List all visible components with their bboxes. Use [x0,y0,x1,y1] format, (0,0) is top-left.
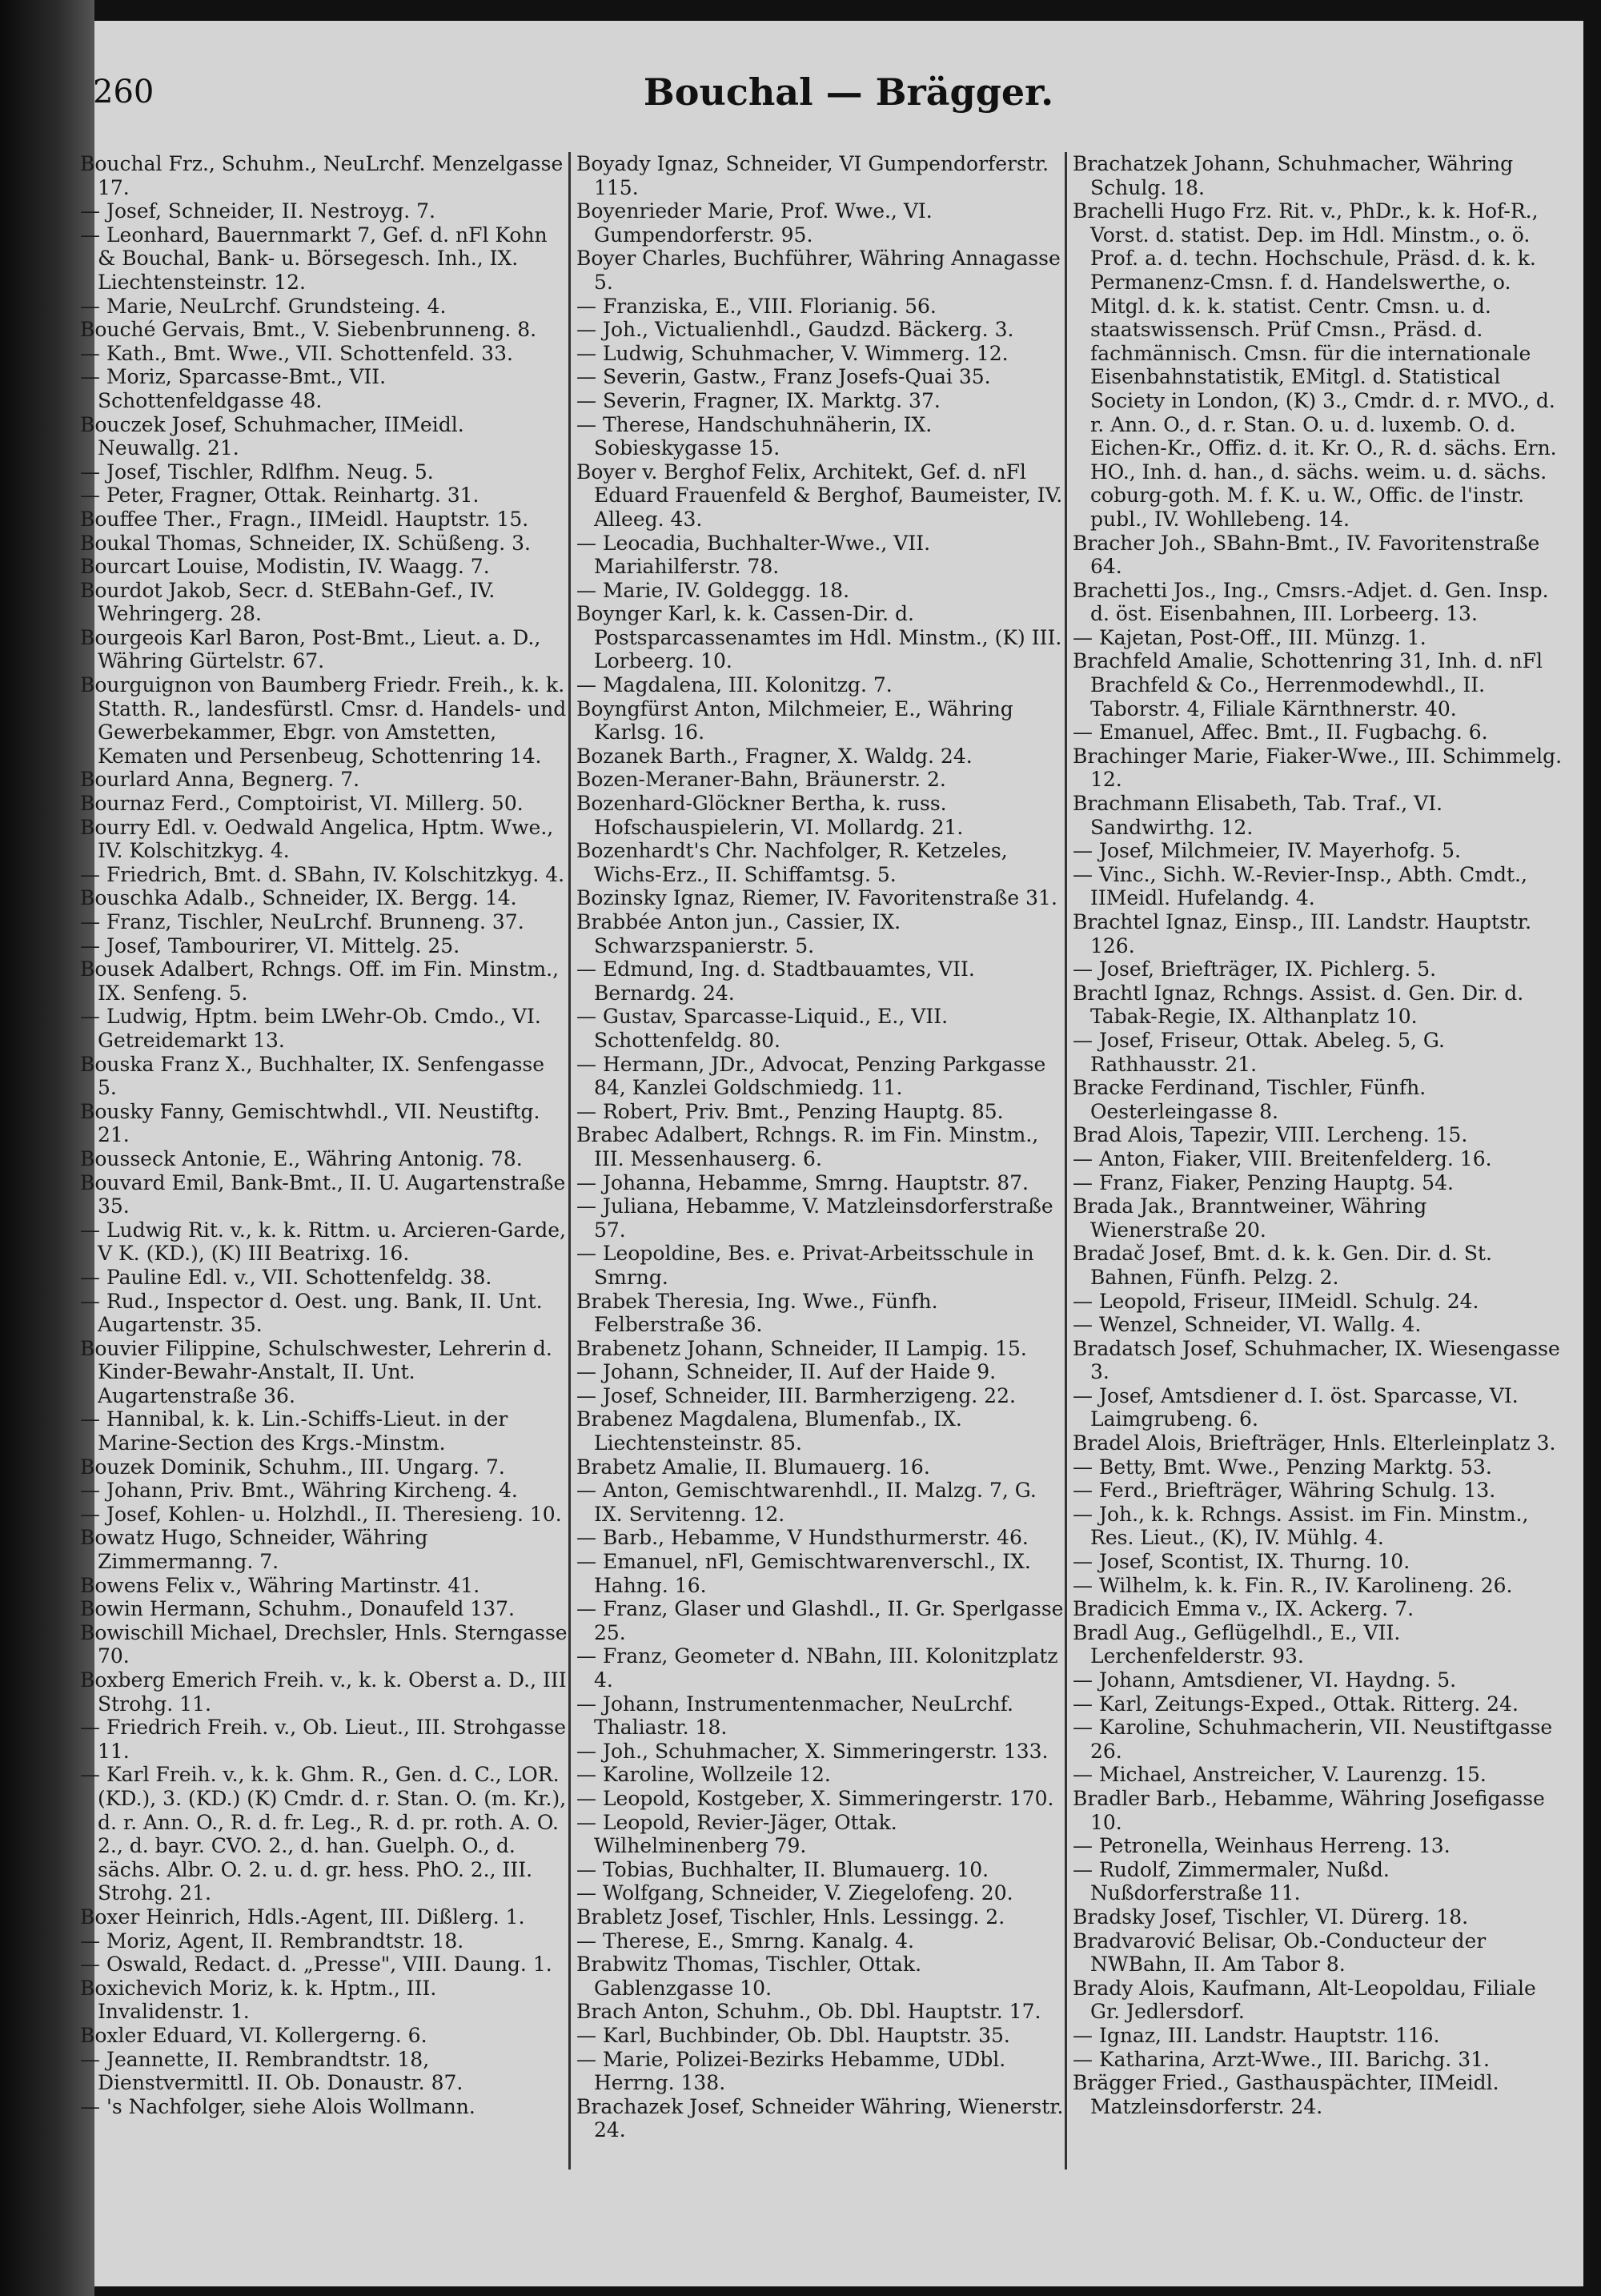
directory-entry: Bradvarović Belisar, Ob.-Conducteur der NWBahn, II. Am Tabor 8. [1073,1929,1487,1977]
directory-entry: Bozinsky Ignaz, Riemer, IV. Favoritenstraße 31. [576,886,1057,910]
directory-entry: — Anton, Fiaker, VIII. Breitenfelderg. 16. [1073,1146,1492,1170]
directory-entry: — Emanuel, nFl, Gemischtwarenverschl., IX. Hahng. 16. [576,1550,1031,1597]
directory-entry: — Joh., Victualienhdl., Gaudzd. Bäckerg. 3. [576,318,1014,342]
directory-entry: — Rudolf, Zimmermaler, Nußd. Nußdorferstraße 11. [1073,1857,1390,1905]
directory-entry: Brachazek Josef, Schneider Währing, Wienerstr. 24. [576,2094,1064,2142]
directory-entry: — Karoline, Wollzeile 12. [576,1763,831,1787]
directory-entry: Bourcart Louise, Modistin, IV. Waagg. 7. [80,555,490,579]
directory-entry: Bourguignon von Baumberg Friedr. Freih., k. k. Statth. R., landesfürstl. Cmsr. d. Handels- und Gewerbekammer, Ebgr. von Amstetten, Kematen und Persenbeug, Schottenring 14. [80,673,567,768]
directory-entry: Bouchal Frz., Schuhm., NeuLrchf. Menzelgasse 17. [80,152,564,199]
directory-entry: Bousky Fanny, Gemischtwhdl., VII. Neustiftg. 21. [80,1099,540,1147]
directory-entry: — Petronella, Weinhaus Herreng. 13. [1073,1834,1451,1858]
directory-entry: — Robert, Priv. Bmt., Penzing Hauptg. 85. [576,1099,1004,1123]
directory-entry: — Moriz, Agent, II. Rembrandtstr. 18. [80,1929,464,1953]
directory-entry: Brabetz Amalie, II. Blumauerg. 16. [576,1455,930,1479]
directory-entry: Bracke Ferdinand, Tischler, Fünfh. Oesterleingasse 8. [1073,1076,1426,1123]
directory-entry: Bousseck Antonie, E., Währing Antonig. 78. [80,1146,523,1170]
directory-entry: — Josef, Milchmeier, IV. Mayerhofg. 5. [1073,839,1461,863]
directory-entry: — Hannibal, k. k. Lin.-Schiffs-Lieut. in der Marine-Section des Krgs.-Minstm. [80,1407,508,1455]
directory-entry: — Ludwig, Hptm. beim LWehr-Ob. Cmdo., VI. Getreidemarkt 13. [80,1005,541,1052]
directory-entry: Boyenrieder Marie, Prof. Wwe., VI. Gumpendorferstr. 95. [576,199,933,247]
directory-entry: — Severin, Fragner, IX. Marktg. 37. [576,388,941,412]
directory-entry: Boxler Eduard, VI. Kollergerng. 6. [80,2023,427,2047]
directory-entry: Bouvier Filippine, Schulschwester, Lehrerin d. Kinder-Bewahr-Anstalt, II. Unt. Augartenstraße 36. [80,1336,552,1407]
directory-entry: — Franz, Geometer d. NBahn, III. Kolonitzplatz 4. [576,1644,1058,1692]
directory-entry: Brabenetz Johann, Schneider, II Lampig. 15. [576,1336,1027,1360]
directory-entry: Boyer Charles, Buchführer, Währing Annagasse 5. [576,247,1061,294]
directory-entry: — Edmund, Ing. d. Stadtbauamtes, VII. Bernardg. 24. [576,957,975,1005]
directory-entry: Bouska Franz X., Buchhalter, IX. Senfengasse 5. [80,1052,545,1100]
directory-entry: — Peter, Fragner, Ottak. Reinhartg. 31. [80,484,479,508]
directory-entry: Brachtl Ignaz, Rchngs. Assist. d. Gen. Dir. d. Tabak-Regie, IX. Althanplatz 10. [1073,981,1524,1029]
directory-entry: — Josef, Amtsdiener d. I. öst. Sparcasse, VI. Laimgrubeng. 6. [1073,1383,1519,1431]
directory-entry: Bouché Gervais, Bmt., V. Siebenbrunneng. 8. [80,318,537,342]
directory-entry: — Leopold, Kostgeber, X. Simmeringerstr. 170. [576,1786,1054,1810]
directory-entry: Bozenhardt's Chr. Nachfolger, R. Ketzeles, Wichs-Erz., II. Schiffamtsg. 5. [576,839,1008,886]
directory-entry: Brabenez Magdalena, Blumenfab., IX. Liechtensteinstr. 85. [576,1407,962,1455]
directory-entry: Boukal Thomas, Schneider, IX. Schüßeng. 3. [80,531,531,555]
directory-entry: — Franz, Fiaker, Penzing Hauptg. 54. [1073,1170,1454,1194]
directory-entry: — Rud., Inspector d. Oest. ung. Bank, II. Unt. Augartenstr. 35. [80,1289,543,1337]
directory-entry: — Michael, Anstreicher, V. Laurenzg. 15. [1073,1763,1487,1787]
directory-entry: — Wilhelm, k. k. Fin. R., IV. Karolineng. 26. [1073,1573,1513,1597]
directory-entry: — Leopold, Friseur, IIMeidl. Schulg. 24. [1073,1289,1479,1313]
directory-entry: Brabek Theresia, Ing. Wwe., Fünfh. Felberstraße 36. [576,1289,938,1337]
directory-entry: — Juliana, Hebamme, V. Matzleinsdorferstraße 57. [576,1194,1053,1242]
directory-entry: Bradel Alois, Briefträger, Hnls. Elterleinplatz 3. [1073,1431,1556,1455]
page-number: 260 [93,74,154,110]
directory-entry: — Ludwig, Schuhmacher, V. Wimmerg. 12. [576,341,1009,365]
directory-entry: — Emanuel, Affec. Bmt., II. Fugbachg. 6. [1073,721,1488,745]
directory-entry: — Karl Freih. v., k. k. Ghm. R., Gen. d. C., LOR. (KD.), 3. (KD.) (K) Cmdr. d. r. Stan. O. (m. Kr.), d. r. Ann. O., R. d. fr. Leg., R. d. pr. roth. A. O. 2., d. bayr. CVO. 2., d. han. Guelph. O., d. sächs. Albr. O. 2. u. d. gr. hess. PhO. 2., III. Strohg. 21. [80,1763,567,1905]
directory-entry: Brady Alois, Kaufmann, Alt-Leopoldau, Filiale Gr. Jedlersdorf. [1073,1976,1536,2024]
directory-entry: — Karl, Buchbinder, Ob. Dbl. Hauptstr. 35. [576,2023,1010,2047]
directory-entry: Bouffee Ther., Fragn., IIMeidl. Hauptstr. 15. [80,507,529,531]
directory-entry: — Marie, IV. Goldeggg. 18. [576,578,850,602]
directory-entry: — 's Nachfolger, siehe Alois Wollmann. [80,2094,475,2118]
directory-entry: Bradač Josef, Bmt. d. k. k. Gen. Dir. d. St. Bahnen, Fünfh. Pelzg. 2. [1073,1242,1492,1289]
directory-entry: Boxichevich Moriz, k. k. Hptm., III. Invalidenstr. 1. [80,1976,437,2024]
directory-entry: — Josef, Kohlen- u. Holzhdl., II. Theresieng. 10. [80,1502,562,1526]
directory-entry: — Pauline Edl. v., VII. Schottenfeldg. 38. [80,1265,492,1289]
directory-entry: — Franziska, E., VIII. Florianig. 56. [576,294,937,318]
directory-entry: — Magdalena, III. Kolonitzg. 7. [576,673,893,697]
directory-entry: — Jeannette, II. Rembrandtstr. 18, Dienstvermittl. II. Ob. Donaustr. 87. [80,2047,463,2095]
directory-entry: Bowischill Michael, Drechsler, Hnls. Sterngasse 70. [80,1620,568,1668]
directory-entry: — Therese, E., Smrng. Kanalg. 4. [576,1929,914,1953]
directory-entry: Bowens Felix v., Währing Martinstr. 41. [80,1573,480,1597]
directory-entry: Bournaz Ferd., Comptoirist, VI. Millerg. 50. [80,792,524,816]
directory-entry: — Josef, Tischler, Rdlfhm. Neug. 5. [80,460,434,484]
directory-entry: Bozenhard-Glöckner Bertha, k. russ. Hofschauspielerin, VI. Mollardg. 21. [576,792,964,839]
directory-entry: — Therese, Handschuhnäherin, IX. Sobieskygasse 15. [576,412,933,460]
directory-entry: Bourry Edl. v. Oedwald Angelica, Hptm. Wwe., IV. Kolschitzkyg. 4. [80,815,554,863]
directory-entry: — Oswald, Redact. d. „Presse", VIII. Daung. 1. [80,1953,552,1977]
directory-entry: — Marie, Polizei-Bezirks Hebamme, UDbl. Herrng. 138. [576,2047,1006,2095]
directory-entry: Brachatzek Johann, Schuhmacher, Währing Schulg. 18. [1073,152,1514,199]
directory-entry: Bouczek Josef, Schuhmacher, IIMeidl. Neuwallg. 21. [80,412,464,460]
running-head: Bouchal — Brägger. [643,70,1054,114]
directory-entry: — Josef, Schneider, III. Barmherzigeng. 22. [576,1383,1016,1407]
directory-entry: — Friedrich Freih. v., Ob. Lieut., III. Strohgasse 11. [80,1716,567,1763]
directory-entry: Bourlard Anna, Begnerg. 7. [80,768,360,792]
directory-entry: — Johann, Amtsdiener, VI. Haydng. 5. [1073,1668,1457,1692]
directory-entry: — Ludwig Rit. v., k. k. Rittm. u. Arcieren-Garde, V K. (KD.), (K) III Beatrixg. 16. [80,1218,567,1266]
directory-entry: Bradsky Josef, Tischler, VI. Dürerg. 18. [1073,1905,1469,1929]
directory-entry: Boyady Ignaz, Schneider, VI Gumpendorferstr. 115. [576,152,1049,199]
directory-entry: Brada Jak., Branntweiner, Währing Wienerstraße 20. [1073,1194,1427,1242]
directory-entry: — Franz, Glaser und Glashdl., II. Gr. Sperlgasse 25. [576,1597,1064,1644]
directory-entry: Brabwitz Thomas, Tischler, Ottak. Gablenzgasse 10. [576,1953,922,2000]
directory-entry: Bourgeois Karl Baron, Post-Bmt., Lieut. a. D., Währing Gürtelstr. 67. [80,625,541,673]
directory-entry: Brabec Adalbert, Rchngs. R. im Fin. Minstm., III. Messenhauserg. 6. [576,1123,1039,1170]
directory-entry: — Kajetan, Post-Off., III. Münzg. 1. [1073,625,1426,649]
directory-entry: Bouschka Adalb., Schneider, IX. Bergg. 14. [80,886,517,910]
directory-entry: Brachetti Jos., Ing., Cmsrs.-Adjet. d. Gen. Insp. d. öst. Eisenbahnen, III. Lorbeerg. 13. [1073,578,1549,626]
column-rule-2 [1065,152,1067,2170]
directory-entry: — Ignaz, III. Landstr. Hauptstr. 116. [1073,2023,1440,2047]
column-1 [80,152,568,2242]
directory-entry: — Karl, Zeitungs-Exped., Ottak. Ritterg. 24. [1073,1692,1519,1716]
directory-entry: Bourdot Jakob, Secr. d. StEBahn-Gef., IV. Wehringerg. 28. [80,578,496,626]
directory-entry: — Karoline, Schuhmacherin, VII. Neustiftgasse 26. [1073,1716,1553,1763]
directory-entry: — Wenzel, Schneider, VI. Wallg. 4. [1073,1313,1422,1337]
directory-entry: Bradl Aug., Geflügelhdl., E., VII. Lerchenfelderstr. 93. [1073,1620,1401,1668]
directory-entry: Brabletz Josef, Tischler, Hnls. Lessingg. 2. [576,1905,1005,1929]
column-3 [1073,152,1565,2242]
directory-entry: — Josef, Friseur, Ottak. Abeleg. 5, G. Rathhausstr. 21. [1073,1028,1445,1076]
directory-entry: — Josef, Scontist, IX. Thurng. 10. [1073,1550,1410,1574]
directory-entry: — Leonhard, Bauernmarkt 7, Gef. d. nFl Kohn & Bouchal, Bank- u. Börsegesch. Inh., IX. Liechtensteinstr. 12. [80,223,548,294]
directory-entry: Bousek Adalbert, Rchngs. Off. im Fin. Minstm., IX. Senfeng. 5. [80,957,560,1005]
directory-entry: — Leocadia, Buchhalter-Wwe., VII. Mariahilferstr. 78. [576,531,931,579]
directory-entry: — Friedrich, Bmt. d. SBahn, IV. Kolschitzkyg. 4. [80,862,565,886]
column-rule-1 [568,152,571,2170]
directory-entry: Boyngfürst Anton, Milchmeier, E., Währing Karlsg. 16. [576,696,1013,745]
directory-entry: Bracher Joh., SBahn-Bmt., IV. Favoritenstraße 64. [1073,531,1540,579]
directory-entry: — Betty, Bmt. Wwe., Penzing Marktg. 53. [1073,1455,1492,1479]
directory-entry: Bowin Hermann, Schuhm., Donaufeld 137. [80,1597,515,1621]
directory-entry: Brägger Fried., Gasthauspächter, IIMeidl. Matzleinsdorferstr. 24. [1073,2071,1499,2118]
directory-entry: — Moriz, Sparcasse-Bmt., VII. Schottenfeldgasse 48. [80,365,387,412]
directory-entry: — Joh., Schuhmacher, X. Simmeringerstr. 133. [576,1739,1049,1763]
directory-entry: Boyer v. Berghof Felix, Architekt, Gef. d. nFl Eduard Frauenfeld & Berghof, Baumeister, IV. Alleeg. 43. [576,460,1063,531]
directory-entry: — Josef, Tambourirer, VI. Mittelg. 25. [80,933,460,957]
directory-entry: — Leopoldine, Bes. e. Privat-Arbeitsschule in Smrng. [576,1242,1034,1289]
directory-entry: — Hermann, JDr., Advocat, Penzing Parkgasse 84, Kanzlei Goldschmiedg. 11. [576,1052,1046,1100]
directory-entry: — Ferd., Briefträger, Währing Schulg. 13. [1073,1479,1496,1503]
directory-entry: — Johanna, Hebamme, Smrng. Hauptstr. 87. [576,1170,1029,1194]
directory-entry: Brachmann Elisabeth, Tab. Traf., VI. Sandwirthg. 12. [1073,792,1443,839]
directory-entry: — Vinc., Sichh. W.-Revier-Insp., Abth. Cmdt., IIMeidl. Hufelandg. 4. [1073,862,1527,910]
directory-entry: — Joh., k. k. Rchngs. Assist. im Fin. Minstm., Res. Lieut., (K), IV. Mühlg. 4. [1073,1502,1529,1550]
directory-entry: Brach Anton, Schuhm., Ob. Dbl. Hauptstr. 17. [576,2000,1041,2024]
column-2 [576,152,1065,2242]
directory-entry: Brabbée Anton jun., Cassier, IX. Schwarzspanierstr. 5. [576,910,901,957]
directory-entry: Bradicich Emma v., IX. Ackerg. 7. [1073,1597,1414,1621]
directory-entry: Bowatz Hugo, Schneider, Währing Zimmermanng. 7. [80,1526,428,1574]
directory-entry: — Johann, Priv. Bmt., Währing Kircheng. 4. [80,1479,518,1503]
directory-entry: — Kath., Bmt. Wwe., VII. Schottenfeld. 33. [80,341,513,365]
directory-entry: Boxberg Emerich Freih. v., k. k. Oberst a. D., III Strohg. 11. [80,1668,567,1716]
directory-entry: — Johann, Schneider, II. Auf der Haide 9. [576,1360,997,1384]
directory-entry: — Anton, Gemischtwarenhdl., II. Malzg. 7, G. IX. Servitenng. 12. [576,1479,1037,1526]
directory-entry: — Barb., Hebamme, V Hundsthurmerstr. 46. [576,1526,1029,1550]
directory-entry: — Franz, Tischler, NeuLrchf. Brunneng. 37. [80,910,524,933]
directory-entry: Bozanek Barth., Fragner, X. Waldg. 24. [576,744,973,768]
directory-entry: Brachfeld Amalie, Schottenring 31, Inh. d. nFl Brachfeld & Co., Herrenmodewhdl., II. Taborstr. 4, Filiale Kärnthnerstr. 40. [1073,649,1543,721]
directory-entry: Bradatsch Josef, Schuhmacher, IX. Wiesengasse 3. [1073,1336,1560,1384]
directory-entry: Brachelli Hugo Frz. Rit. v., PhDr., k. k. Hof-R., Vorst. d. statist. Dep. im Hdl. Minstm., o. ö. Prof. a. d. techn. Hochschule, Präsd. d. k. k. Permanenz-Cmsn. f. d. Handelswerthe, o. Mitgl. d. k. k. statist. Centr. Cmsn. u. d. staatswissensch. Prüf Cmsn., Präsd. d. fachmännisch. Cmsn. für die internationale Eisenbahnstatistik, EMitgl. d. Statistical Society in London, (K) 3., Cmdr. d. r. MVO., d. r. Ann. O., d. r. Stan. O. u. d. luxemb. O. d. Eichen-Kr., Offiz. d. it. Kr. O., R. d. sächs. Ern. HO., Inh. d. han., d. sächs. weim. u. d. sächs. coburg-goth. M. f. K. u. W., Offic. de l'instr. publ., IV. Wohllebeng. 14. [1073,199,1557,531]
directory-entry: — Josef, Briefträger, IX. Pichlerg. 5. [1073,957,1437,981]
directory-entry: Bouvard Emil, Bank-Bmt., II. U. Augartenstraße 35. [80,1170,566,1218]
directory-entry: Bradler Barb., Hebamme, Währing Josefigasse 10. [1073,1786,1545,1834]
directory-entry: Bozen-Meraner-Bahn, Bräunerstr. 2. [576,768,946,792]
directory-entry: — Severin, Gastw., Franz Josefs-Quai 35. [576,365,991,389]
directory-entry: — Katharina, Arzt-Wwe., III. Barichg. 31. [1073,2047,1490,2071]
directory-entry: Boxer Heinrich, Hdls.-Agent, III. Dißlerg. 1. [80,1905,525,1929]
directory-entry: — Gustav, Sparcasse-Liquid., E., VII. Schottenfeldg. 80. [576,1005,949,1052]
directory-entry: Brad Alois, Tapezir, VIII. Lercheng. 15. [1073,1123,1468,1147]
directory-entry: Bouzek Dominik, Schuhm., III. Ungarg. 7. [80,1455,505,1479]
directory-entry: — Tobias, Buchhalter, II. Blumauerg. 10. [576,1857,989,1881]
directory-entry: — Marie, NeuLrchf. Grundsteing. 4. [80,294,447,318]
directory-entry: — Leopold, Revier-Jäger, Ottak. Wilhelminenberg 79. [576,1810,897,1858]
directory-entry: Boynger Karl, k. k. Cassen-Dir. d. Postsparcassenamtes im Hdl. Minstm., (K) III. Lorbeerg. 10. [576,602,1062,673]
directory-entry: — Josef, Schneider, II. Nestroyg. 7. [80,199,435,223]
directory-entry: Brachtel Ignaz, Einsp., III. Landstr. Hauptstr. 126. [1073,910,1532,957]
directory-entry: — Wolfgang, Schneider, V. Ziegelofeng. 20. [576,1881,1013,1905]
directory-entry: Brachinger Marie, Fiaker-Wwe., III. Schimmelg. 12. [1073,744,1563,792]
directory-entry: — Johann, Instrumentenmacher, NeuLrchf. Thaliastr. 18. [576,1692,1013,1740]
